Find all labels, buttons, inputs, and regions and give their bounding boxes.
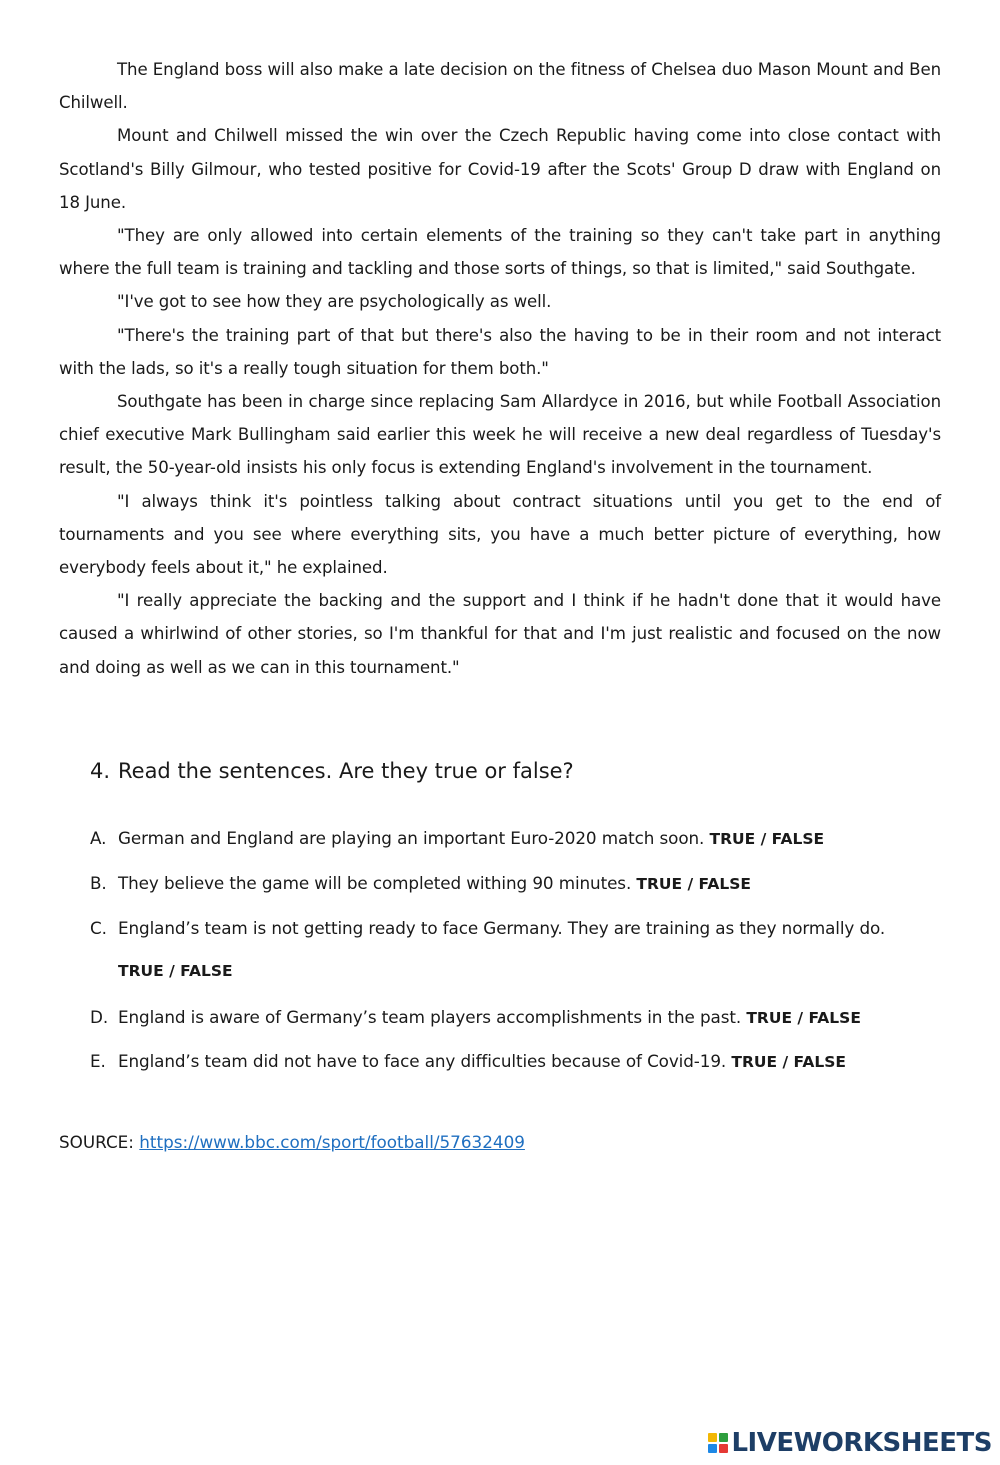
logo-text: LIVEWORKSHEETS <box>731 1428 992 1458</box>
statement-text <box>118 828 824 848</box>
statement-letter: D. <box>90 1007 109 1027</box>
article-paragraph: "I really appreciate the backing and the support and I think if he hadn't done that it would have caused a whirlwind of other stories, so I'm thankful for that and I'm just realistic and focused on the now and doing as well as we can in this tournament." <box>59 591 941 677</box>
article-paragraph: "I always think it's pointless talking about contract situations until you get to the end of tournaments and you see where everything sits, you have a much better picture of everything, how everybody feels about it," he explained. <box>59 491 941 578</box>
true-false-option[interactable]: TRUE / FALSE <box>746 1009 861 1027</box>
article-paragraph: "There's the training part of that but there's also the having to be in their room and not interact with the lads, so it's a really tough situation for them both." <box>59 325 941 378</box>
statement-letter: B. <box>90 873 107 893</box>
statement-sentence: They believe the game will be completed withing 90 minutes. <box>118 873 632 893</box>
article-paragraph: "They are only allowed into certain elements of the training so they can't take part in anything where the full team is training and tackling and those sorts of things, so that is limited," said Southgate. <box>59 226 941 279</box>
statement-text <box>118 1051 846 1071</box>
statement-sentence: England’s team did not have to face any difficulties because of Covid-19. <box>118 1051 727 1071</box>
statement-item <box>90 873 751 893</box>
logo-block <box>708 1433 717 1442</box>
statement-text <box>118 1007 861 1027</box>
source-line <box>59 1130 525 1154</box>
true-false-option[interactable]: TRUE / FALSE <box>709 830 825 848</box>
statement-item <box>90 1051 846 1071</box>
statement-letter: E. <box>90 1051 106 1071</box>
question-title: Read the sentences. Are they true or false? <box>118 759 574 783</box>
article-paragraph: The England boss will also make a late decision on the fitness of Chelsea duo Mason Mount and Ben Chilwell. <box>59 60 941 113</box>
question-number: 4. <box>90 759 111 783</box>
liveworksheets-logo <box>708 1428 992 1458</box>
logo-block <box>708 1444 717 1453</box>
statement-item <box>90 828 824 848</box>
statement-letter: C. <box>90 918 107 938</box>
true-false-option[interactable]: TRUE / FALSE <box>118 962 233 980</box>
statement-item-continuation <box>90 962 233 980</box>
logo-block <box>719 1444 728 1453</box>
statement-item <box>90 1007 861 1027</box>
statement-item <box>90 918 885 938</box>
source-link[interactable]: https://www.bbc.com/sport/football/57632409 <box>139 1132 525 1152</box>
statement-sentence: England is aware of Germany’s team players accomplishments in the past. <box>118 1007 742 1027</box>
statement-text: England’s team is not getting ready to face Germany. They are training as they normally do. <box>118 918 886 938</box>
article-paragraph: Southgate has been in charge since replacing Sam Allardyce in 2016, but while Football Association chief executive Mark Bullingham said earlier this week he will receive a new deal regardless of Tuesday's result, the 50-year-old insists his only focus is extending England's involvement in the tournament. <box>59 392 941 478</box>
source-label: SOURCE: <box>59 1132 134 1152</box>
article-body <box>59 53 941 684</box>
article-paragraph: Mount and Chilwell missed the win over the Czech Republic having come into close contact with Scotland's Billy Gilmour, who tested positive for Covid-19 after the Scots' Group D draw with England on 18 June. <box>59 126 941 212</box>
logo-block <box>719 1433 728 1442</box>
statement-text <box>118 873 751 893</box>
article-paragraph: "I've got to see how they are psychologically as well. <box>117 292 552 312</box>
question-heading <box>90 755 574 787</box>
statement-sentence: German and England are playing an important Euro-2020 match soon. <box>118 828 705 848</box>
statement-letter: A. <box>90 828 107 848</box>
true-false-option[interactable]: TRUE / FALSE <box>636 875 751 893</box>
true-false-option[interactable]: TRUE / FALSE <box>731 1053 846 1071</box>
logo-blocks-icon <box>708 1433 728 1453</box>
